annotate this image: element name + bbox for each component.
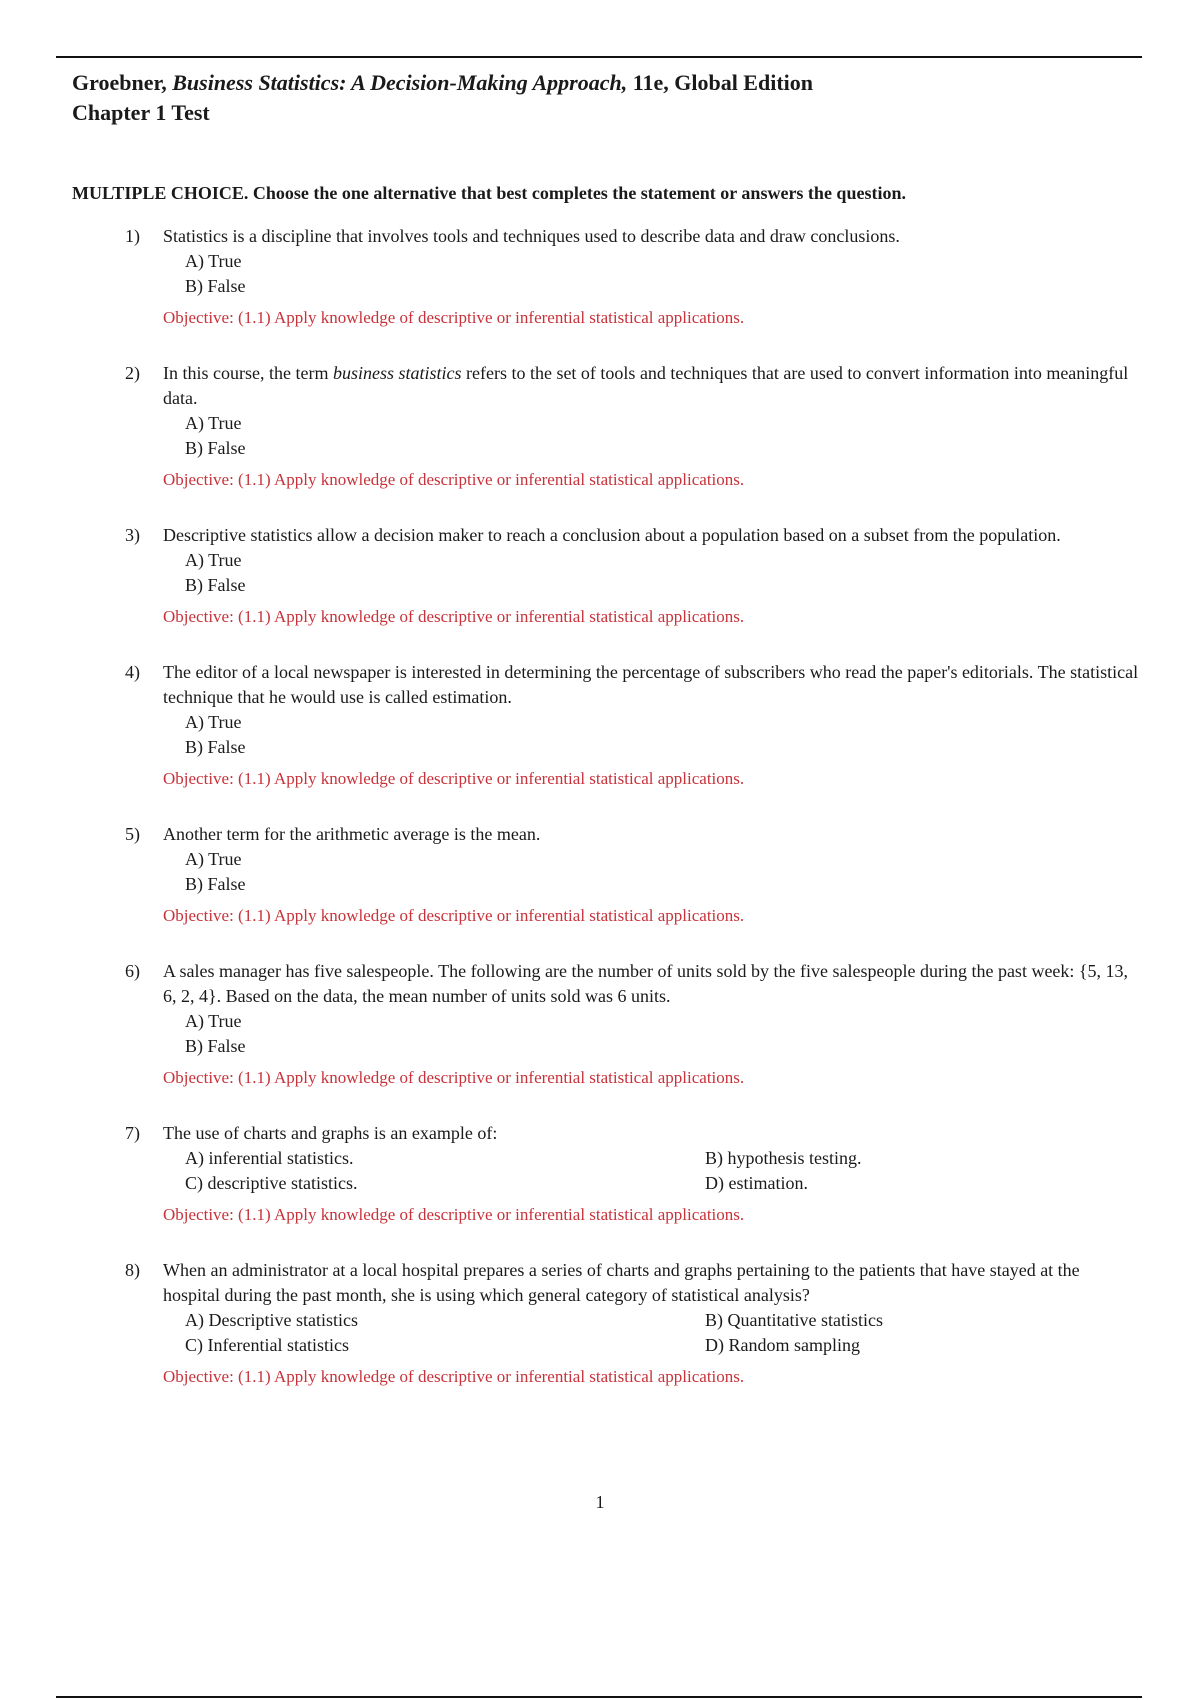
option-b: B) False [185,737,246,757]
question-text: Another term for the arithmetic average is the mean. [163,824,541,844]
answer-options [185,1146,1140,1196]
question-text-part: In this course, the term [163,363,333,383]
option-b: B) hypothesis testing. [705,1148,862,1168]
question-list [0,224,1200,1390]
question-text-part: refers to the set of tools and techniques that are used to convert information into meaningful data. [163,363,1129,408]
option-b: B) False [185,874,246,894]
objective: Objective: (1.1) Apply knowledge of descriptive or inferential statistical applications. [163,607,745,626]
question-7 [0,1121,1200,1228]
answer-options [185,411,1140,461]
edition: 11e, Global Edition [632,70,814,95]
option-a: A) True [185,712,242,732]
option-b: B) Quantitative statistics [705,1310,883,1330]
answer-options [185,249,1140,299]
objective: Objective: (1.1) Apply knowledge of descriptive or inferential statistical applications. [163,1068,745,1087]
option-b: B) False [185,575,246,595]
option-a: A) True [185,413,242,433]
option-d: D) Random sampling [705,1335,860,1355]
question-number: 5) [125,824,140,844]
question-number: 6) [125,961,140,981]
answer-options [185,1009,1140,1059]
objective: Objective: (1.1) Apply knowledge of descriptive or inferential statistical applications. [163,1367,745,1386]
option-a: A) True [185,550,242,570]
book-citation [72,68,813,98]
question-text: When an administrator at a local hospital prepares a series of charts and graphs pertaining to the patients that have stayed at the hospital during the past month, she is using which general category of statistical analysis? [163,1260,1080,1305]
question-number: 3) [125,525,140,545]
question-2 [0,361,1200,493]
option-b: B) False [185,276,246,296]
option-d: D) estimation. [705,1173,808,1193]
objective: Objective: (1.1) Apply knowledge of descriptive or inferential statistical applications. [163,308,745,327]
book-title: Business Statistics: A Decision-Making Approach, [172,70,628,95]
question-5 [0,822,1200,929]
answer-options [185,548,1140,598]
question-text [163,361,1140,411]
question-number: 2) [125,363,140,383]
question-8 [0,1258,1200,1390]
question-6 [0,959,1200,1091]
answer-options [185,847,1140,897]
answer-options [185,710,1140,760]
question-1 [0,224,1200,331]
option-a: A) True [185,251,242,271]
question-number: 1) [125,226,140,246]
question-text: Descriptive statistics allow a decision maker to reach a conclusion about a population based on a subset from the population. [163,525,1061,545]
author: Groebner, [72,70,167,95]
option-a: A) Descriptive statistics [185,1310,358,1330]
bottom-rule [56,1696,1142,1698]
objective: Objective: (1.1) Apply knowledge of descriptive or inferential statistical applications. [163,470,745,489]
option-b: B) False [185,438,246,458]
question-text: The use of charts and graphs is an example of: [163,1123,498,1143]
top-rule [56,56,1142,58]
question-3 [0,523,1200,630]
question-number: 4) [125,662,140,682]
page-number: 1 [595,1492,605,1512]
option-c: C) descriptive statistics. [185,1173,358,1193]
question-4 [0,660,1200,792]
question-text: The editor of a local newspaper is interested in determining the percentage of subscribers who read the paper's editorials. The statistical technique that he would use is called estimation. [163,662,1139,707]
option-b: B) False [185,1036,246,1056]
question-text: Statistics is a discipline that involves tools and techniques used to describe data and draw conclusions. [163,226,900,246]
question-text: A sales manager has five salespeople. The following are the number of units sold by the five salespeople during the past week: {5, 13, 6, 2, 4}. Based on the data, the mean number of units sold was 6 units. [163,961,1129,1006]
option-c: C) Inferential statistics [185,1335,349,1355]
question-number: 7) [125,1123,140,1143]
option-a: A) True [185,1011,242,1031]
chapter-title: Chapter 1 Test [72,100,210,125]
objective: Objective: (1.1) Apply knowledge of descriptive or inferential statistical applications. [163,769,745,788]
option-a: A) inferential statistics. [185,1148,354,1168]
question-text-italic: business statistics [332,363,462,383]
question-number: 8) [125,1260,140,1280]
instructions: MULTIPLE CHOICE. Choose the one alternative that best completes the statement or answers the question. [72,183,906,203]
answer-options [185,1308,1140,1358]
document-header [72,68,813,128]
objective: Objective: (1.1) Apply knowledge of descriptive or inferential statistical applications. [163,1205,745,1224]
objective: Objective: (1.1) Apply knowledge of descriptive or inferential statistical applications. [163,906,745,925]
option-a: A) True [185,849,242,869]
